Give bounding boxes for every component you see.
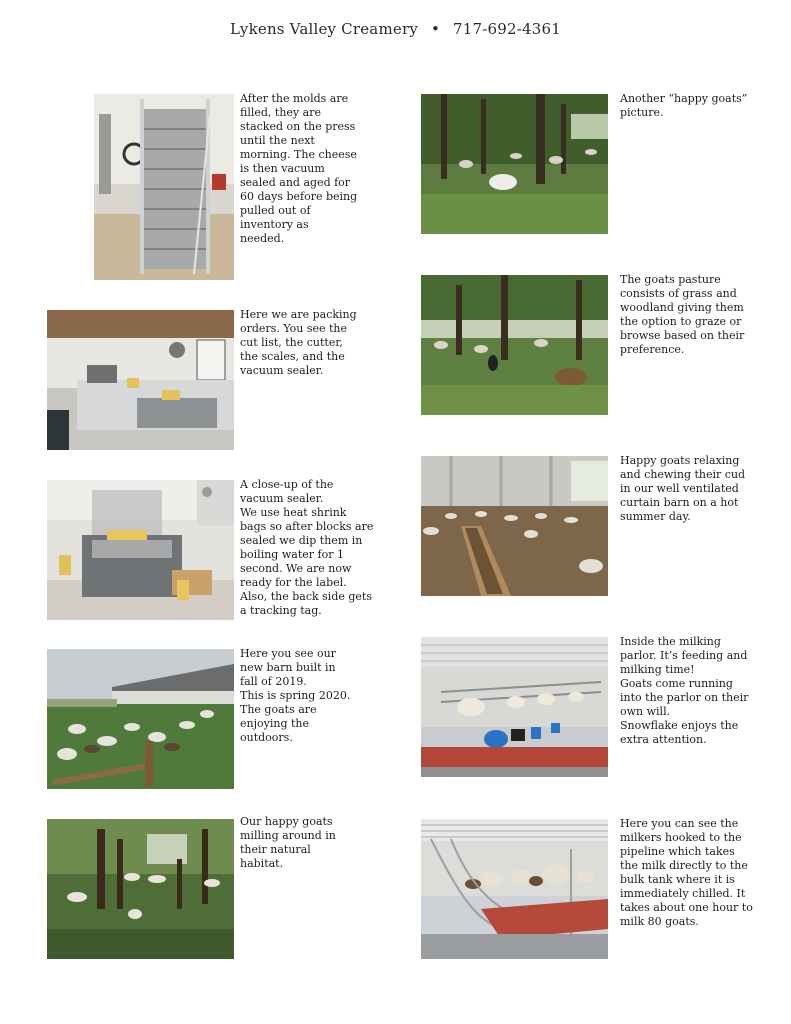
header-separator: • — [430, 20, 441, 38]
goats-milling-photo — [47, 819, 234, 959]
cheese-press-caption: After the molds are filled, they are stacked on the press until the next morning. The cheese is then vacuum sealed and aged for 60 days before being pulled out of inventory as needed. — [240, 92, 358, 245]
milking-parlor-photo — [421, 637, 608, 777]
business-name: Lykens Valley Creamery — [230, 20, 418, 38]
milking-parlor-caption: Inside the milking parlor. It’s feeding and milking time! Goats come running into the parlor on their own will. Snowflake enjoys the extra attention. — [620, 635, 749, 746]
packing-orders-photo — [47, 310, 234, 450]
happy-goats-photo — [421, 94, 608, 234]
vacuum-sealer-photo — [47, 480, 234, 620]
pasture-photo — [421, 275, 608, 415]
new-barn-photo — [47, 649, 234, 789]
milkers-pipeline-photo — [421, 819, 608, 959]
page-header — [0, 20, 791, 38]
goats-milling-caption: Our happy goats milling around in their natural habitat. — [240, 815, 336, 870]
happy-goats-caption: Another “happy goats” picture. — [620, 92, 748, 119]
pasture-caption: The goats pasture consists of grass and woodland giving them the option to graze or browse based on their preference. — [620, 273, 745, 356]
vacuum-sealer-caption: A close-up of the vacuum sealer. We use heat shrink bags so after blocks are sealed we dip them in boiling water for 1 second. We are now ready for the label. Also, the back side gets a tracking tag. — [240, 478, 374, 617]
new-barn-caption: Here you see our new barn built in fall of 2019. This is spring 2020. The goats are enjoying the outdoors. — [240, 647, 351, 744]
phone-number: 717-692-4361 — [453, 20, 561, 38]
packing-orders-caption: Here we are packing orders. You see the cut list, the cutter, the scales, and the vacuum sealer. — [240, 308, 357, 377]
cheese-press-photo — [94, 94, 234, 280]
relaxing-goats-caption: Happy goats relaxing and chewing their cud in our well ventilated curtain barn on a hot summer day. — [620, 454, 746, 523]
milkers-pipeline-caption: Here you can see the milkers hooked to the pipeline which takes the milk directly to the bulk tank where it is immediately chilled. It takes about one hour to milk 80 goats. — [620, 817, 753, 928]
relaxing-goats-photo — [421, 456, 608, 596]
